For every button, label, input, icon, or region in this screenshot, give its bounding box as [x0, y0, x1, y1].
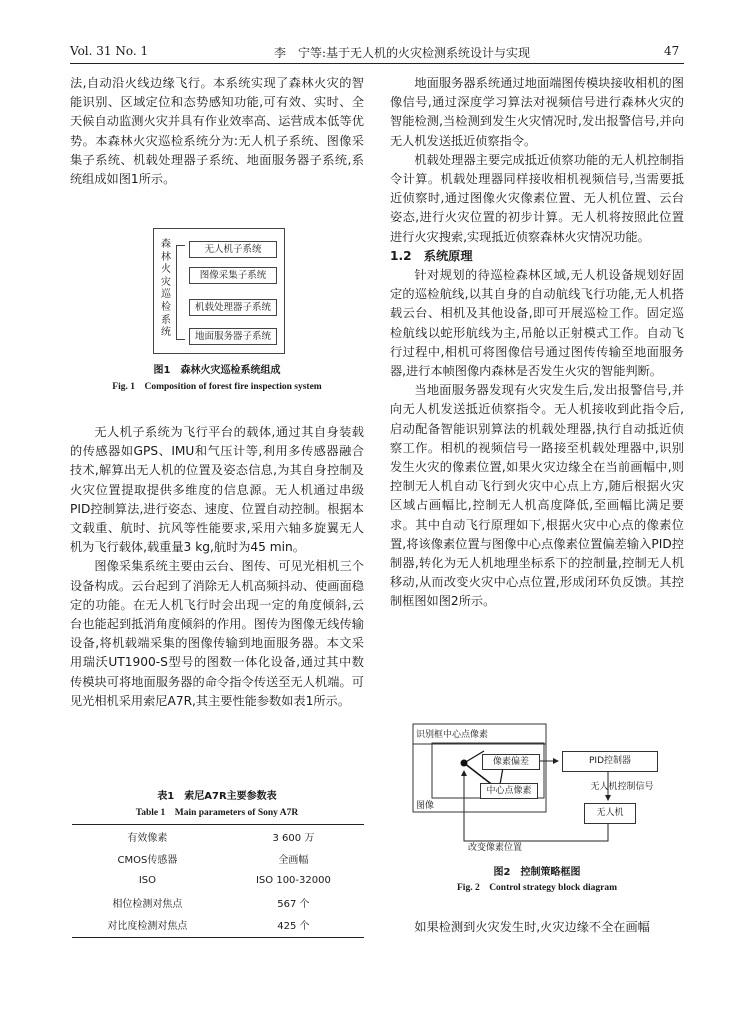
figure-1-caption-cn: 图1 森林火灾巡检系统组成	[153, 365, 281, 376]
table-cell-param: ISO	[138, 874, 156, 886]
table-cell-param: CMOS传感器	[117, 854, 178, 866]
page-number: 47	[664, 44, 680, 58]
table-cell-value: 567 个	[277, 899, 310, 911]
figure-1-caption-en: Fig. 1 Composition of forest fire inspection system	[112, 382, 322, 392]
left-column-top	[70, 74, 364, 189]
figure-2-control-signal-label: 无人机控制信号	[590, 782, 654, 792]
right-paragraph-2: 机载处理器主要完成抵近侦察功能的无人机控制指令计算。机载处理器同样接收相机视频信号,当需要抵近侦察时,通过图像火灾像素位置、无人机位置、云台姿态,进行火灾位置的初步计算。无人机将按照此位置进行火灾搜索,实现抵近侦察森林火灾情况功能。	[390, 152, 684, 244]
figure-2-uav-box: 无人机	[584, 803, 636, 824]
figure-1-bracket	[176, 245, 185, 340]
figure-1-system-label: 森林火灾巡检系统	[161, 239, 171, 339]
section-heading-1-2: 1.2 系统原理	[390, 248, 473, 263]
table-cell-value: 全画幅	[278, 854, 309, 866]
figure-1-box-image: 图像采集子系统	[189, 267, 277, 284]
table-cell-param: 相位检测对焦点	[112, 899, 183, 911]
table-cell-value: ISO 100-32000	[255, 874, 331, 886]
left-paragraph-1: 法,自动沿火线边缘飞行。本系统实现了森林火灾的智能识别、区域定位和态势感知功能,可有效、实时、全天候自动监测火灾并具有作业效率高、运营成本低等优势。本森林火灾巡检系统分为:无人机子系统、图像采集子系统、机载处理器子系统、地面服务器子系统,系统组成如图1所示。	[70, 76, 364, 187]
figure-2-feedback-label: 改变像素位置	[468, 843, 523, 853]
journal-volume: Vol. 31 No. 1	[70, 44, 149, 58]
figure-2-recognize-label: 识别框中心点像素	[416, 730, 489, 740]
figure-1-box-processor: 机载处理器子系统	[189, 299, 277, 316]
figure-1-box-ground: 地面服务器子系统	[189, 328, 277, 345]
right-paragraph-1: 地面服务器系统通过地面端图传模块接收相机的图像信号,通过深度学习算法对视频信号进行森林火灾的智能检测,当检测到发生火灾情况时,发出报警信号,并向无人机发送抵近侦察指令。	[390, 76, 684, 148]
header-rule	[70, 63, 684, 64]
right-paragraph-5: 如果检测到火灾发生时,火灾边缘不全在画幅	[414, 920, 650, 934]
table-cell-value: 425 个	[277, 921, 310, 933]
table-1-bottom-rule	[72, 937, 364, 938]
right-paragraph-4: 当地面服务器发现有火灾发生后,发出报警信号,并向无人机发送抵近侦察指令。无人机接收到此指令后,启动配备智能识别算法的机载处理器,执行自动抵近侦察工作。相机的视频信号一路接至机载处理器中,识别发生火灾的像素位置,如果火灾边缘全在当前画幅中,则控制无人机自动飞行到火灾中心点上方,随后根据火灾区域占画幅比,控制无人机高度降低,至画幅比满足要求。其中自动飞行原理如下,根据火灾中心点的像素位置,将该像素位置与图像中心点像素位置偏差输入PID控制器,转化为无人机地理坐标系下的控制量,控制无人机移动,从而改变火灾中心点位置,形成闭环负反馈。其控制框图如图2所示。	[390, 383, 684, 609]
figure-2-caption-cn: 图2 控制策略框图	[493, 867, 581, 878]
right-column	[390, 74, 684, 612]
figure-1-box-uav: 无人机子系统	[189, 241, 277, 258]
figure-2-pixel-deviation: 像素偏差	[482, 754, 540, 770]
figure-2-link-2	[464, 751, 484, 763]
table-1	[72, 825, 364, 936]
figure-2-diagram	[412, 723, 674, 855]
right-paragraph-3: 针对规划的待巡检森林区域,无人机设备规划好固定的巡检航线,以其自身的自动航线飞行功能,无人机搭载云台、相机及其他设备,即可开展巡检工作。固定巡检航线以蛇形航线为主,吊舱以正射模式工作。自动飞行过程中,相机可将图像信号通过图传传输至地面服务器,进行本帧图像内森林是否发生火灾的智能判断。	[390, 268, 684, 379]
table-row	[72, 847, 364, 869]
table-row	[72, 914, 364, 936]
left-paragraph-3: 图像采集系统主要由云台、图传、可见光相机三个设备构成。云台起到了消除无人机高频抖动、使画面稳定的功能。在无人机飞行时会出现一定的角度倾斜,云台也能起到抵消角度倾斜的作用。图传为图像无线传输设备,将机载端采集的图像传输到地面服务器。本文采用瑞沃UT1900-S型号的图数一体化设备,通过其中数传模块可将地面服务器的命令指令传送至无人机端。可见光相机采用索尼A7R,其主要性能参数如表1所示。	[70, 559, 364, 708]
figure-1-diagram	[153, 228, 285, 354]
figure-2-center-pixel: 中心点像素	[480, 783, 538, 799]
table-row	[72, 892, 364, 914]
left-column-bottom	[70, 423, 364, 711]
running-title: 李 宁等:基于无人机的火灾检测系统设计与实现	[274, 46, 531, 60]
table-cell-param: 有效像素	[127, 832, 168, 844]
table-1-caption-cn: 表1 索尼A7R主要参数表	[157, 791, 277, 802]
table-row	[72, 869, 364, 891]
table-1-caption-en: Table 1 Main parameters of Sony A7R	[135, 808, 299, 818]
table-cell-value: 3 600 万	[272, 832, 315, 844]
figure-2-caption-en: Fig. 2 Control strategy block diagram	[457, 883, 617, 893]
left-paragraph-2: 无人机子系统为飞行平台的载体,通过其自身装载的传感器如GPS、IMU和气压计等,利用多传感器融合技术,解算出无人机的位置及姿态信息,为其自身控制及火灾位置提取提供多维度的信息源。无人机通过串级PID控制算法,进行姿态、速度、位置自动控制。根据本文载重、航时、抗风等性能要求,采用六轴多旋翼无人机为飞行载体,载重量3 kg,航时为45 min。	[70, 425, 364, 555]
table-row	[72, 825, 364, 847]
figure-2-pid-box: PID控制器	[562, 751, 658, 772]
table-cell-param: 对比度检测对焦点	[107, 921, 188, 933]
figure-2-image-label: 图像	[416, 801, 435, 811]
right-column-bottom	[390, 918, 684, 937]
